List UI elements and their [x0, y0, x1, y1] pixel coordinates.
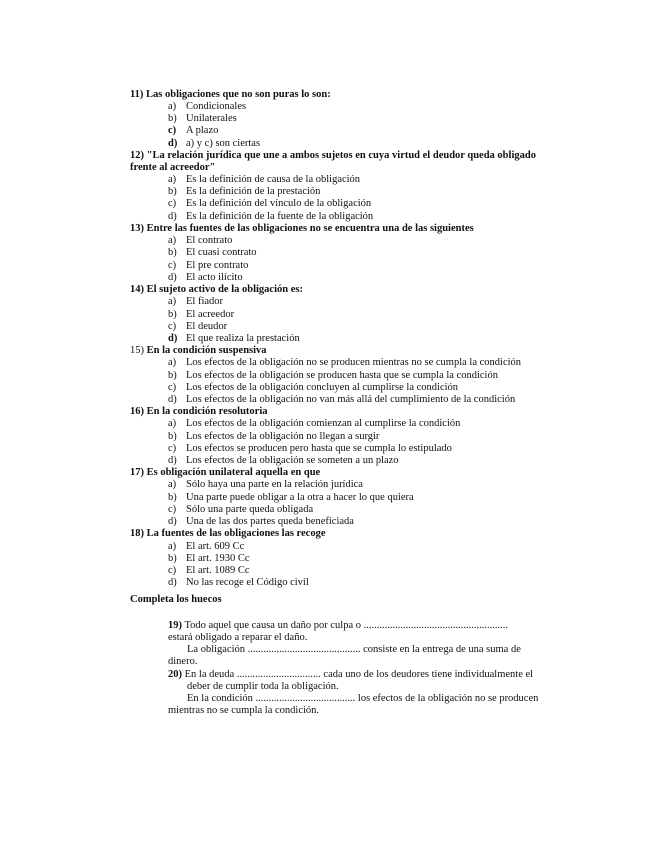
question-17	[130, 467, 320, 479]
option-text: Unilaterales	[186, 113, 237, 124]
question-number: 17)	[130, 467, 144, 478]
option-letter: b)	[168, 553, 177, 564]
option	[168, 504, 313, 516]
option	[168, 492, 414, 504]
option-text: El fiador	[186, 296, 224, 307]
option-letter: d)	[168, 138, 178, 149]
option-letter: c)	[168, 504, 177, 515]
option-text: El art. 609 Cc	[186, 541, 245, 552]
question-number: 13)	[130, 223, 144, 234]
option-letter: c)	[168, 565, 177, 576]
question-text: En la condición suspensiva	[146, 345, 267, 356]
question-text: Entre las fuentes de las obligaciones no se encuentra una de las siguientes	[146, 223, 474, 234]
fill-question-19	[168, 620, 508, 632]
fill-text: Todo aquel que causa un daño por culpa o .......................................................	[184, 620, 508, 631]
option-text: Los efectos de la obligación se someten a un plazo	[186, 455, 399, 466]
option-text: El cuasi contrato	[186, 247, 257, 258]
option-letter: a)	[168, 418, 177, 429]
option-letter: d)	[168, 272, 177, 283]
question-text: Es obligación unilateral aquella en que	[146, 467, 321, 478]
option	[168, 577, 309, 589]
option	[168, 516, 354, 528]
question-number: 11)	[130, 89, 144, 100]
option-letter: b)	[168, 247, 177, 258]
option-text: Sólo una parte queda obligada	[186, 504, 314, 515]
option	[168, 382, 458, 394]
option	[168, 443, 452, 455]
question-text: Las obligaciones que no son puras lo son:	[146, 89, 331, 100]
option	[168, 138, 260, 150]
option-text: El deudor	[186, 321, 228, 332]
fill-line: deber de cumplir toda la obligación.	[187, 681, 339, 692]
option-letter: a)	[168, 357, 177, 368]
option	[168, 198, 371, 210]
question-number: 19)	[168, 620, 182, 631]
option-letter: d)	[168, 577, 177, 588]
question-text: En la condición resolutoria	[146, 406, 268, 417]
option-letter: a)	[168, 235, 177, 246]
question-11	[130, 89, 331, 101]
option	[168, 357, 521, 369]
option-text: a) y c) son ciertas	[186, 138, 261, 149]
fill-line: En la condición ...................................... los efectos de la obligación no se producen	[187, 693, 539, 704]
option-text: Los efectos se producen pero hasta que se cumpla lo estipulado	[186, 443, 452, 454]
fill-question-20	[168, 669, 533, 681]
option-text: El art. 1930 Cc	[186, 553, 250, 564]
option-letter: c)	[168, 198, 177, 209]
option-letter: b)	[168, 113, 177, 124]
option	[168, 272, 243, 284]
option-letter: d)	[168, 333, 178, 344]
option-text: Una de las dos partes queda beneficiada	[186, 516, 354, 527]
question-number: 18)	[130, 528, 144, 539]
option	[168, 235, 232, 247]
option-text: El acto ilícito	[186, 272, 243, 283]
option-text: Es la definición de la prestación	[186, 186, 321, 197]
question-number: 14)	[130, 284, 144, 295]
fill-line: dinero.	[168, 656, 198, 667]
option-letter: a)	[168, 101, 177, 112]
option	[168, 296, 223, 308]
question-text: "La relación jurídica que une a ambos sujetos en cuya virtud el deudor queda obligado	[146, 150, 536, 161]
option-letter: c)	[168, 443, 177, 454]
option	[168, 541, 244, 553]
option-text: El que realiza la prestación	[186, 333, 300, 344]
option-letter: a)	[168, 479, 177, 490]
option-letter: b)	[168, 370, 177, 381]
question-12-continued	[130, 162, 215, 174]
option	[168, 431, 379, 443]
option-text: Los efectos de la obligación concluyen al cumplirse la condición	[186, 382, 459, 393]
question-number: 16)	[130, 406, 144, 417]
option-text: Condicionales	[186, 101, 247, 112]
option	[168, 247, 257, 259]
option-text: Es la definición de causa de la obligación	[186, 174, 361, 185]
fill-line: mientras no se cumpla la condición.	[168, 705, 320, 716]
option	[168, 211, 373, 223]
option-letter: d)	[168, 516, 177, 527]
option	[168, 479, 363, 491]
option	[168, 321, 227, 333]
option-text: Los efectos de la obligación no se producen mientras no se cumpla la condición	[186, 357, 522, 368]
option-text: Los efectos de la obligación no van más allá del cumplimiento de la condición	[186, 394, 516, 405]
option-letter: a)	[168, 174, 177, 185]
option-letter: c)	[168, 260, 177, 271]
question-18	[130, 528, 326, 540]
fill-text: En la deuda ................................ cada uno de los deudores tiene individualmente el	[184, 669, 534, 680]
option-letter: b)	[168, 492, 177, 503]
option-letter: c)	[168, 125, 177, 136]
option-text: Sólo haya una parte en la relación jurídica	[186, 479, 363, 490]
option	[168, 565, 250, 577]
option	[168, 113, 237, 125]
question-text: El sujeto activo de la obligación es:	[146, 284, 303, 295]
option-letter: c)	[168, 321, 177, 332]
option-text: A plazo	[186, 125, 219, 136]
question-16	[130, 406, 267, 418]
option	[168, 418, 460, 430]
fill-line: estará obligado a reparar el daño.	[168, 632, 308, 643]
option	[168, 309, 234, 321]
option-letter: d)	[168, 394, 177, 405]
option	[168, 174, 360, 186]
option-letter: b)	[168, 309, 177, 320]
question-15	[130, 345, 267, 357]
question-number: 15)	[130, 345, 144, 356]
option-letter: b)	[168, 431, 177, 442]
option	[168, 455, 399, 467]
option	[168, 333, 300, 345]
question-14	[130, 284, 303, 296]
option-text: No las recoge el Código civil	[186, 577, 309, 588]
option-letter: c)	[168, 382, 177, 393]
option	[168, 101, 246, 113]
question-number: 20)	[168, 669, 182, 680]
option-letter: b)	[168, 186, 177, 197]
option-text: Una parte puede obligar a la otra a hacer lo que quiera	[186, 492, 414, 503]
question-12	[130, 150, 536, 162]
option	[168, 125, 218, 137]
option-letter: a)	[168, 541, 177, 552]
option-letter: d)	[168, 211, 177, 222]
question-number: 12)	[130, 150, 144, 161]
option	[168, 553, 250, 565]
option-text: Es la definición de la fuente de la obligación	[186, 211, 374, 222]
option-text: El pre contrato	[186, 260, 249, 271]
option-text: Los efectos de la obligación no llegan a surgir	[186, 431, 380, 442]
option-text: Los efectos de la obligación comienzan al cumplirse la condición	[186, 418, 461, 429]
question-13	[130, 223, 474, 235]
option-letter: a)	[168, 296, 177, 307]
option-text: El art. 1089 Cc	[186, 565, 250, 576]
option-letter: d)	[168, 455, 177, 466]
section-heading: Completa los huecos	[130, 594, 222, 605]
question-text: La fuentes de las obligaciones las recoge	[146, 528, 326, 539]
question-text-continued: frente al acreedor"	[130, 162, 216, 173]
option	[168, 370, 498, 382]
fill-line: La obligación ........................................... consiste en la entrega de una suma de	[187, 644, 521, 655]
option	[168, 186, 320, 198]
option-text: El contrato	[186, 235, 233, 246]
option-text: Es la definición del vínculo de la obligación	[186, 198, 372, 209]
option	[168, 394, 515, 406]
option-text: El acreedor	[186, 309, 235, 320]
option-text: Los efectos de la obligación se producen hasta que se cumpla la condición	[186, 370, 498, 381]
option	[168, 260, 248, 272]
